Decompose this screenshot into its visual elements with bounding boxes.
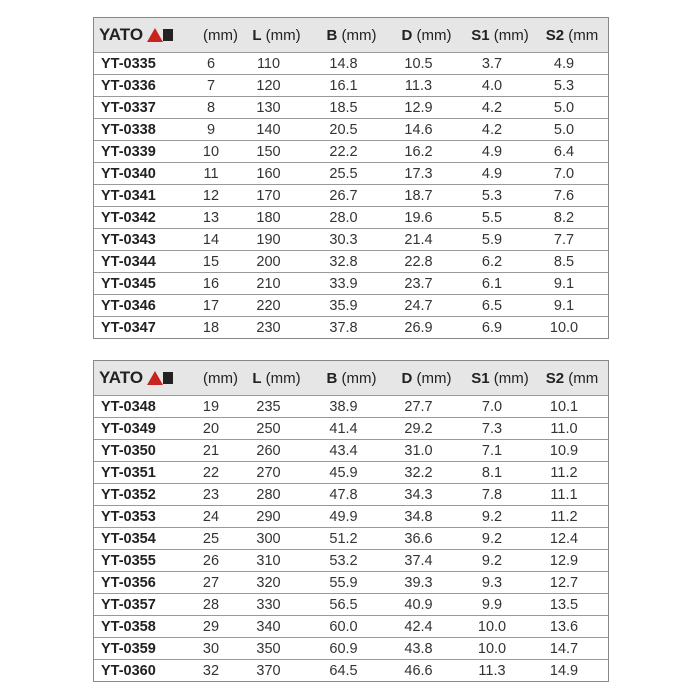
cell-s2: 7.7: [553, 231, 575, 248]
cell-l: 320: [256, 574, 281, 591]
cell-d: 29.2: [404, 420, 433, 437]
cell-model: YT-0357: [101, 596, 156, 613]
cell-s2: 5.3: [553, 77, 575, 94]
cell-d: 27.7: [404, 398, 433, 415]
cell-b: 64.5: [329, 662, 358, 679]
cell-model: YT-0335: [101, 55, 156, 72]
cell-size: 13: [202, 209, 220, 226]
cell-l: 280: [256, 486, 281, 503]
cell-l: 170: [256, 187, 281, 204]
cell-model: YT-0347: [101, 319, 156, 336]
table-row: [94, 295, 608, 317]
table-row: [94, 484, 608, 506]
header-s1: S1 (mm): [471, 26, 529, 44]
cell-s2: 10.9: [549, 442, 579, 459]
cell-l: 340: [256, 618, 281, 635]
cell-model: YT-0343: [101, 231, 156, 248]
yato-logo-icon: [147, 370, 175, 386]
cell-s2: 12.7: [549, 574, 579, 591]
cell-l: 160: [256, 165, 281, 182]
cell-s1: 8.1: [481, 464, 503, 481]
cell-l: 330: [256, 596, 281, 613]
cell-size: 11: [203, 165, 219, 182]
cell-model: YT-0344: [101, 253, 156, 270]
cell-size: 20: [202, 420, 220, 437]
table-row: [94, 251, 608, 273]
cell-s1: 10.0: [477, 640, 507, 657]
cell-model: YT-0360: [101, 662, 156, 679]
table-row: [94, 572, 608, 594]
table-row: [94, 163, 608, 185]
header-b: B (mm): [326, 26, 377, 44]
cell-s2: 12.4: [549, 530, 579, 547]
cell-s1: 6.1: [481, 275, 503, 292]
table-row: [94, 594, 608, 616]
cell-s1: 4.2: [481, 99, 503, 116]
cell-size: 26: [202, 552, 220, 569]
cell-size: 30: [202, 640, 220, 657]
cell-model: YT-0341: [101, 187, 156, 204]
header-l: L (mm): [252, 369, 301, 387]
brand-header: [94, 25, 203, 45]
cell-model: YT-0345: [101, 275, 156, 292]
brand-header: [94, 368, 203, 388]
cell-model: YT-0358: [101, 618, 156, 635]
cell-d: 31.0: [404, 442, 433, 459]
cell-s1: 4.0: [481, 77, 503, 94]
cell-size: 6: [206, 55, 216, 72]
cell-b: 33.9: [329, 275, 358, 292]
cell-b: 51.2: [329, 530, 358, 547]
table-row: [94, 141, 608, 163]
cell-s1: 9.2: [481, 530, 503, 547]
cell-b: 56.5: [329, 596, 358, 613]
cell-s1: 9.9: [481, 596, 503, 613]
cell-b: 32.8: [329, 253, 358, 270]
cell-d: 21.4: [404, 231, 433, 248]
cell-s1: 9.2: [481, 508, 503, 525]
cell-s2: 11.1: [550, 486, 578, 503]
cell-model: YT-0353: [101, 508, 156, 525]
cell-d: 26.9: [404, 319, 433, 336]
cell-d: 24.7: [404, 297, 433, 314]
cell-b: 28.0: [329, 209, 358, 226]
cell-s2: 10.1: [549, 398, 579, 415]
cell-s2: 7.6: [553, 187, 575, 204]
cell-b: 43.4: [329, 442, 358, 459]
table-row: [94, 53, 608, 75]
table-header: [94, 361, 608, 396]
cell-b: 26.7: [329, 187, 358, 204]
cell-model: YT-0338: [101, 121, 156, 138]
header-s1: S1 (mm): [471, 369, 529, 387]
cell-d: 32.2: [404, 464, 433, 481]
cell-size: 22: [202, 464, 220, 481]
cell-d: 46.6: [404, 662, 433, 679]
table-row: [94, 119, 608, 141]
cell-size: 7: [206, 77, 216, 94]
cell-s1: 6.2: [481, 253, 503, 270]
cell-l: 200: [256, 253, 281, 270]
table-row: [94, 229, 608, 251]
cell-model: YT-0339: [101, 143, 156, 160]
cell-d: 18.7: [404, 187, 433, 204]
cell-model: YT-0356: [101, 574, 156, 591]
cell-b: 60.0: [329, 618, 358, 635]
cell-l: 250: [256, 420, 281, 437]
table-row: [94, 273, 608, 295]
cell-model: YT-0340: [101, 165, 156, 182]
cell-d: 19.6: [404, 209, 433, 226]
cell-model: YT-0350: [101, 442, 156, 459]
cell-l: 290: [256, 508, 281, 525]
cell-d: 39.3: [404, 574, 433, 591]
cell-s2: 6.4: [553, 143, 575, 160]
cell-b: 53.2: [329, 552, 358, 569]
cell-l: 110: [256, 55, 281, 72]
cell-b: 47.8: [329, 486, 358, 503]
table-row: [94, 75, 608, 97]
cell-l: 260: [256, 442, 281, 459]
cell-s1: 4.2: [481, 121, 503, 138]
cell-s2: 8.2: [553, 209, 575, 226]
cell-size: 15: [202, 253, 220, 270]
header-d: D (mm): [401, 26, 452, 44]
cell-size: 10: [202, 143, 220, 160]
cell-s2: 13.5: [549, 596, 579, 613]
table-row: [94, 550, 608, 572]
table-row: [94, 616, 608, 638]
cell-s1: 6.5: [481, 297, 503, 314]
cell-size: 29: [202, 618, 220, 635]
cell-l: 180: [256, 209, 281, 226]
cell-size: 9: [206, 121, 216, 138]
cell-s2: 5.0: [553, 99, 575, 116]
cell-s1: 11.3: [478, 662, 506, 679]
cell-s2: 11.2: [550, 508, 578, 525]
cell-d: 11.3: [404, 77, 433, 94]
cell-model: YT-0348: [101, 398, 156, 415]
cell-b: 38.9: [329, 398, 358, 415]
cell-size: 18: [202, 319, 220, 336]
cell-l: 150: [256, 143, 281, 160]
spec-table-2: [93, 360, 609, 682]
cell-l: 220: [256, 297, 281, 314]
table-header: [94, 18, 608, 53]
cell-d: 40.9: [404, 596, 433, 613]
cell-b: 55.9: [329, 574, 358, 591]
cell-size: 25: [202, 530, 220, 547]
cell-s2: 9.1: [553, 275, 575, 292]
header-s2: S2 (mm: [545, 26, 599, 44]
cell-s2: 5.0: [553, 121, 575, 138]
cell-l: 210: [256, 275, 281, 292]
cell-size: 32: [202, 662, 220, 679]
cell-s2: 9.1: [553, 297, 575, 314]
table-row: [94, 440, 608, 462]
cell-l: 120: [256, 77, 281, 94]
cell-d: 10.5: [404, 55, 433, 72]
cell-s1: 7.3: [481, 420, 503, 437]
cell-s1: 9.3: [481, 574, 503, 591]
cell-s2: 14.9: [549, 662, 579, 679]
cell-s1: 7.8: [481, 486, 503, 503]
cell-s1: 3.7: [481, 55, 503, 72]
brand-logo-text: YATO: [99, 368, 144, 387]
cell-s1: 5.3: [481, 187, 503, 204]
cell-size: 16: [202, 275, 220, 292]
cell-s1: 4.9: [481, 143, 503, 160]
cell-b: 20.5: [329, 121, 358, 138]
header-s2: S2 (mm: [545, 369, 599, 387]
cell-s1: 5.9: [481, 231, 503, 248]
cell-b: 16.1: [329, 77, 358, 94]
table-row: [94, 638, 608, 660]
cell-s1: 9.2: [481, 552, 503, 569]
cell-s1: 7.1: [481, 442, 503, 459]
cell-size: 12: [202, 187, 220, 204]
cell-b: 25.5: [329, 165, 358, 182]
cell-size: 21: [202, 442, 220, 459]
cell-b: 60.9: [329, 640, 358, 657]
cell-b: 22.2: [329, 143, 358, 160]
cell-s2: 14.7: [549, 640, 579, 657]
cell-l: 190: [256, 231, 281, 248]
cell-model: YT-0349: [101, 420, 156, 437]
cell-l: 140: [256, 121, 281, 138]
cell-b: 37.8: [329, 319, 358, 336]
cell-l: 370: [256, 662, 281, 679]
cell-s2: 7.0: [553, 165, 575, 182]
cell-b: 35.9: [329, 297, 358, 314]
cell-model: YT-0359: [101, 640, 156, 657]
cell-d: 37.4: [404, 552, 433, 569]
table-row: [94, 506, 608, 528]
cell-model: YT-0351: [101, 464, 156, 481]
yato-logo-icon: [147, 27, 175, 43]
table-row: [94, 528, 608, 550]
cell-b: 14.8: [329, 55, 358, 72]
cell-s2: 13.6: [549, 618, 579, 635]
cell-s1: 6.9: [481, 319, 503, 336]
cell-model: YT-0342: [101, 209, 156, 226]
cell-d: 36.6: [404, 530, 433, 547]
cell-model: YT-0355: [101, 552, 156, 569]
cell-b: 41.4: [329, 420, 358, 437]
cell-b: 30.3: [329, 231, 358, 248]
brand-logo-text: YATO: [99, 25, 144, 44]
table-row: [94, 97, 608, 119]
table-row: [94, 462, 608, 484]
cell-s2: 11.0: [550, 420, 578, 437]
cell-model: YT-0336: [101, 77, 156, 94]
cell-d: 23.7: [404, 275, 433, 292]
cell-s2: 4.9: [553, 55, 575, 72]
cell-s1: 10.0: [477, 618, 507, 635]
cell-model: YT-0337: [101, 99, 156, 116]
cell-size: 14: [202, 231, 220, 248]
cell-s2: 10.0: [549, 319, 579, 336]
cell-size: 19: [202, 398, 220, 415]
table-row: [94, 418, 608, 440]
cell-s2: 11.2: [550, 464, 578, 481]
table-row: [94, 185, 608, 207]
cell-l: 235: [256, 398, 281, 415]
cell-model: YT-0354: [101, 530, 156, 547]
header-l: L (mm): [252, 26, 301, 44]
cell-b: 45.9: [329, 464, 358, 481]
cell-b: 18.5: [329, 99, 358, 116]
cell-s1: 4.9: [481, 165, 503, 182]
cell-size: 17: [202, 297, 220, 314]
cell-l: 130: [256, 99, 281, 116]
table-row: [94, 396, 608, 418]
cell-s1: 7.0: [481, 398, 503, 415]
cell-d: 22.8: [404, 253, 433, 270]
cell-size: 28: [202, 596, 220, 613]
cell-l: 300: [256, 530, 281, 547]
cell-s2: 8.5: [553, 253, 575, 270]
table-row: [94, 317, 608, 338]
spec-table-1: [93, 17, 609, 339]
cell-l: 270: [256, 464, 281, 481]
header-b: B (mm): [326, 369, 377, 387]
cell-d: 34.8: [404, 508, 433, 525]
cell-d: 12.9: [404, 99, 433, 116]
cell-d: 14.6: [404, 121, 433, 138]
cell-s2: 12.9: [549, 552, 579, 569]
cell-s1: 5.5: [481, 209, 503, 226]
cell-l: 310: [256, 552, 281, 569]
table-row: [94, 207, 608, 229]
cell-size: 8: [206, 99, 216, 116]
cell-model: YT-0352: [101, 486, 156, 503]
cell-d: 17.3: [404, 165, 433, 182]
header-d: D (mm): [401, 369, 452, 387]
cell-d: 34.3: [404, 486, 433, 503]
cell-model: YT-0346: [101, 297, 156, 314]
cell-d: 42.4: [404, 618, 433, 635]
header-size: (mm): [203, 26, 238, 44]
cell-d: 43.8: [404, 640, 433, 657]
cell-b: 49.9: [329, 508, 358, 525]
cell-size: 23: [202, 486, 220, 503]
table-row: [94, 660, 608, 681]
cell-size: 24: [202, 508, 220, 525]
cell-l: 230: [256, 319, 281, 336]
cell-l: 350: [256, 640, 281, 657]
cell-size: 27: [202, 574, 220, 591]
header-size: (mm): [203, 369, 238, 387]
cell-d: 16.2: [404, 143, 433, 160]
